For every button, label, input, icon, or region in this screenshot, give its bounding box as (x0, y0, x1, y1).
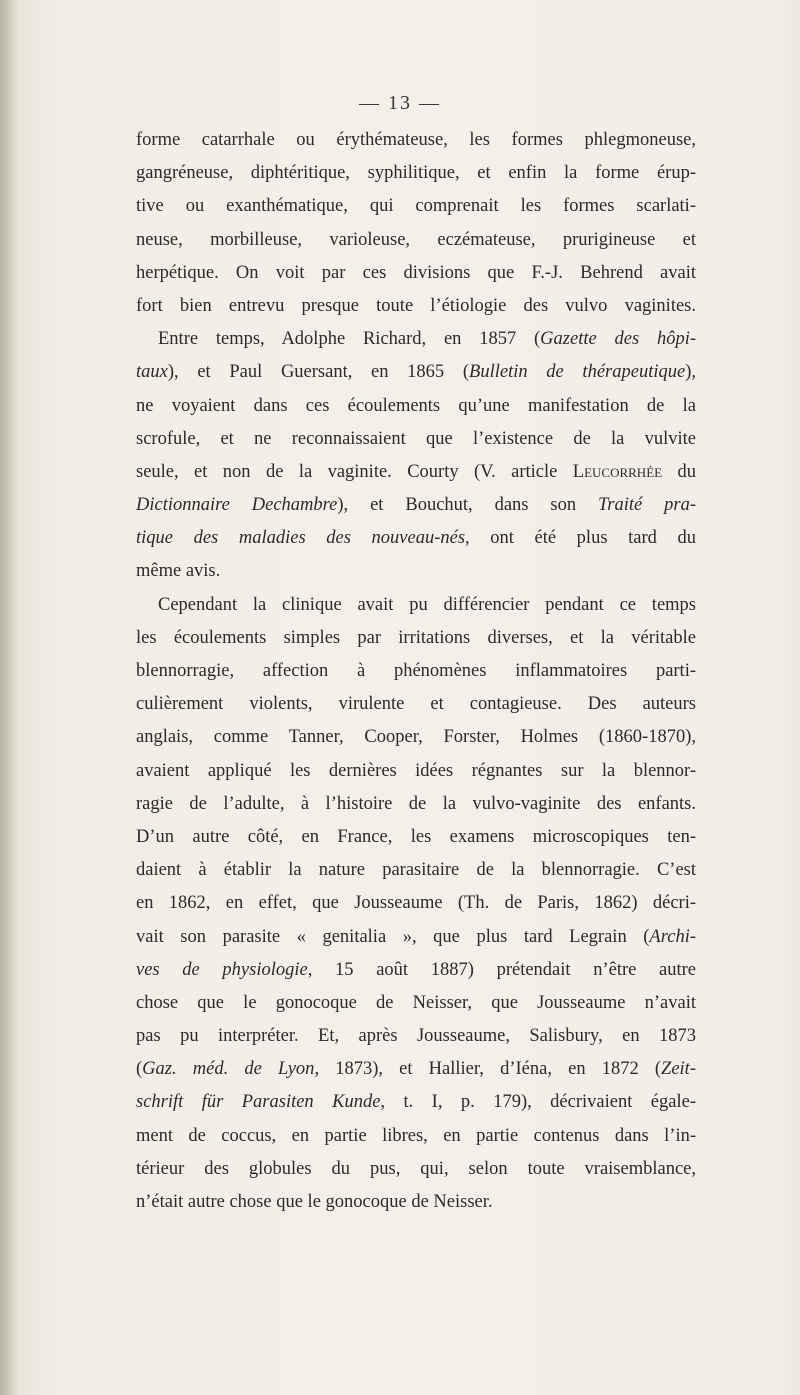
text-run: ), (685, 362, 696, 383)
text-line (136, 1153, 696, 1186)
italic-citation: ves de physiologie (136, 959, 308, 980)
text-run: herpétique. On voit par ces divisions que F.-J. Behrend avait (136, 262, 696, 283)
page-number: — 13 — (359, 92, 441, 114)
italic-citation: Dictionnaire Dechambre (136, 495, 338, 516)
text-line (136, 1120, 696, 1153)
text-run: gangréneuse, diphtéritique, syphilitique, et enfin la forme érup- (136, 163, 696, 184)
italic-citation: Gazette des hôpi- (540, 329, 696, 350)
text-line (136, 1086, 696, 1119)
italic-citation: taux (136, 362, 168, 383)
text-line (136, 290, 696, 323)
text-line (136, 423, 696, 456)
text-run: ragie de l’adulte, à l’histoire de la vulvo-vaginite des enfants. (136, 793, 696, 814)
text-line (136, 157, 696, 190)
text-line (136, 987, 696, 1020)
text-run: fort bien entrevu presque toute l’étiologie des vulvo vaginites. (136, 295, 696, 316)
italic-citation: Zeit- (661, 1059, 696, 1080)
text-line (136, 555, 696, 588)
text-line (136, 622, 696, 655)
text-line (136, 887, 696, 920)
text-run: , t. I, p. 179), décrivaient égale- (380, 1092, 696, 1113)
text-run: du (662, 461, 696, 482)
text-line (136, 1020, 696, 1053)
text-run: ne voyaient dans ces écoulements qu’une manifestation de la (136, 395, 696, 416)
text-run: n’était autre chose que le gonocoque de Neisser. (136, 1192, 493, 1212)
text-line (136, 224, 696, 257)
text-line (136, 257, 696, 290)
text-line (136, 921, 696, 954)
text-run: les écoulements simples par irritations diverses, et la véritable (136, 627, 696, 648)
text-run: anglais, comme Tanner, Cooper, Forster, Holmes (1860-1870), (136, 727, 696, 748)
text-line (136, 721, 696, 754)
text-line (136, 323, 696, 356)
text-run: daient à établir la nature parasitaire de la blennorragie. C’est (136, 860, 696, 881)
text-run: , 1873), et Hallier, d’Iéna, en 1872 ( (314, 1059, 662, 1080)
text-line (136, 821, 696, 854)
text-run: Cependant la clinique avait pu différencier pendant ce temps (158, 594, 696, 615)
text-line (136, 489, 696, 522)
text-run: blennorragie, affection à phénomènes inflammatoires parti- (136, 661, 696, 681)
binding-shadow (0, 0, 18, 1395)
text-line (136, 755, 696, 788)
text-line (136, 190, 696, 223)
text-run: forme catarrhale ou érythémateuse, les formes phlegmoneuse, (136, 130, 696, 150)
text-run: tive ou exanthématique, qui comprenait les formes scarlati- (136, 196, 696, 217)
text-run: neuse, morbilleuse, varioleuse, eczémateuse, prurigineuse et (136, 229, 696, 250)
italic-citation: Archi- (649, 926, 696, 947)
text-run: scrofule, et ne reconnaissaient que l’existence de la vulvite (136, 428, 696, 449)
text-run: ), et Paul Guersant, en 1865 ( (167, 362, 470, 383)
text-run: seule, et non de la vaginite. Courty (V. article (136, 461, 573, 482)
text-line (136, 390, 696, 423)
text-line (136, 456, 696, 489)
text-line (136, 1186, 696, 1219)
text-run: pas pu interpréter. Et, après Jousseaume, Salisbury, en 1873 (136, 1026, 696, 1047)
text-line (136, 854, 696, 887)
text-run: , 15 août 1887) prétendait n’être autre (307, 959, 696, 980)
text-run: D’un autre côté, en France, les examens microscopiques ten- (136, 826, 696, 847)
text-run: culièrement violents, virulente et contagieuse. Des auteurs (136, 694, 696, 715)
text-run: ment de coccus, en partie libres, en partie contenus dans l’in- (136, 1125, 696, 1146)
italic-citation: tique des maladies des nouveau-nés (136, 528, 466, 549)
italic-citation: schrift für Parasiten Kunde (136, 1092, 381, 1113)
text-line (136, 522, 696, 555)
text-run: Entre temps, Adolphe Richard, en 1857 ( (158, 329, 541, 350)
text-line (136, 1053, 696, 1086)
italic-citation: Traité pra- (598, 495, 696, 516)
text-run: avaient appliqué les dernières idées régnantes sur la blennor- (136, 760, 696, 781)
text-run: ( (136, 1059, 143, 1080)
text-line (136, 124, 696, 157)
text-run: térieur des globules du pus, qui, selon toute vraisemblance, (136, 1158, 696, 1179)
text-run: en 1862, en effet, que Jousseaume (Th. de Paris, 1862) décri- (136, 893, 696, 914)
body-text (136, 124, 696, 1219)
italic-citation: Gaz. méd. de Lyon (142, 1059, 315, 1080)
small-caps-term: Leucorrhée (572, 461, 663, 482)
text-run: ), et Bouchut, dans son (337, 495, 599, 516)
text-line (136, 356, 696, 389)
text-run: même avis. (136, 561, 221, 582)
text-line (136, 688, 696, 721)
text-line (136, 954, 696, 987)
text-run: chose que le gonocoque de Neisser, que Jousseaume n’avait (136, 992, 696, 1013)
text-run: vait son parasite « genitalia », que plus tard Legrain ( (136, 926, 650, 947)
text-line (136, 788, 696, 821)
text-run: , ont été plus tard du (465, 528, 696, 549)
text-line (136, 589, 696, 622)
text-line (136, 655, 696, 688)
italic-citation: Bulletin de thérapeutique (469, 362, 686, 383)
